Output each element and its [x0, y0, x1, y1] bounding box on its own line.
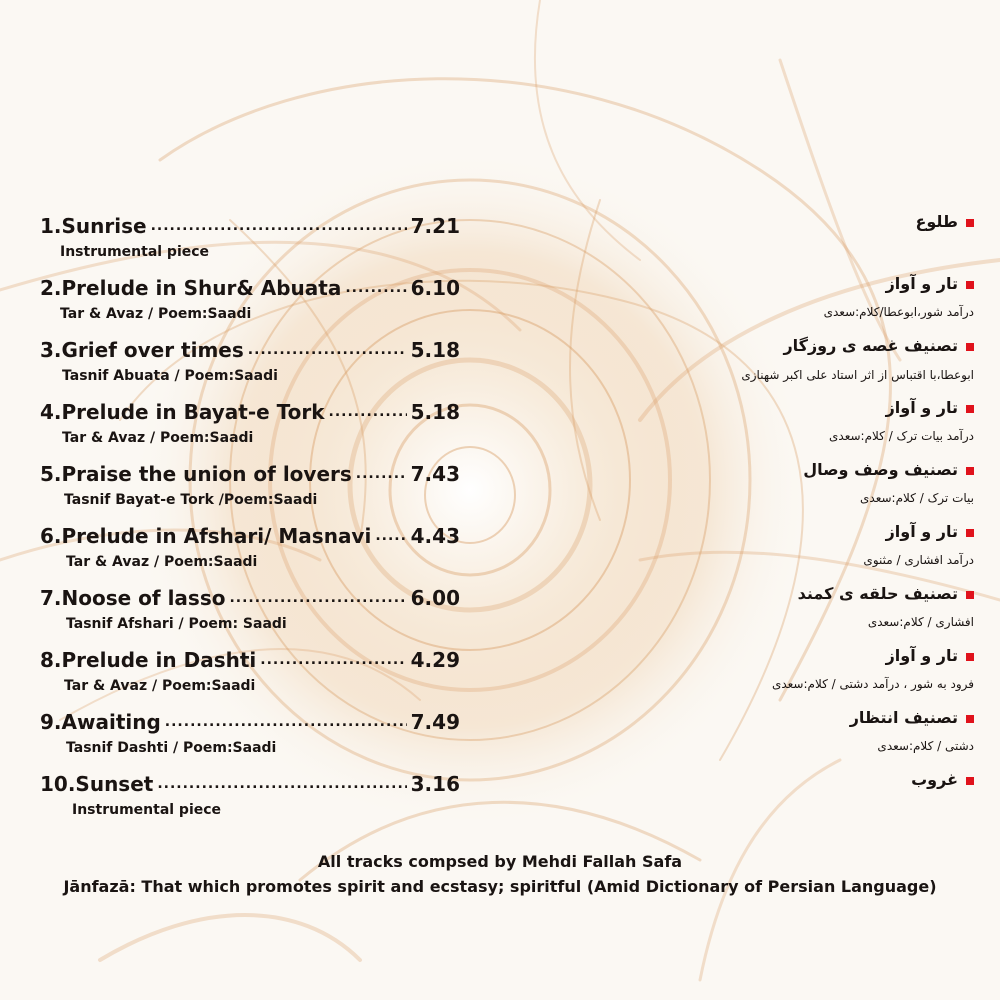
track-title: 1.Sunrise — [40, 214, 147, 238]
track-title: 2.Prelude in Shur& Abuata — [40, 276, 342, 300]
track-subtitle: Tasnif Abuata / Poem:Saadi — [62, 368, 278, 384]
persian-track-subtitle: درآمد بیات ترک / کلام:سعدی — [829, 429, 974, 443]
track-subtitle: Tar & Avaz / Poem:Saadi — [64, 678, 256, 694]
track-subtitle: Instrumental piece — [60, 244, 210, 260]
red-square-bullet-icon — [966, 777, 974, 785]
track-title: 7.Noose of lasso — [40, 586, 226, 610]
title-definition: Jānfazā: That which promotes spirit and ecstasy; spiritful (Amid Dictionary of Persian Language) — [63, 877, 937, 896]
track-subtitle: Tar & Avaz / Poem:Saadi — [62, 430, 254, 446]
red-square-bullet-icon — [966, 219, 974, 227]
red-square-bullet-icon — [966, 591, 974, 599]
track-duration: 7.21 — [410, 214, 460, 238]
track-duration: 7.43 — [410, 462, 460, 486]
track-row — [40, 642, 460, 672]
track-row — [40, 270, 460, 300]
persian-track-title: تار و آواز — [886, 522, 974, 541]
persian-track-title: تصنیف غصه ی روزگار — [783, 336, 974, 355]
track-row — [40, 518, 460, 548]
red-square-bullet-icon — [966, 467, 974, 475]
track-row — [40, 456, 460, 486]
track-title: 9.Awaiting — [40, 710, 161, 734]
track-title: 5.Praise the union of lovers — [40, 462, 352, 486]
persian-track-title: طلوع — [915, 212, 974, 231]
red-square-bullet-icon — [966, 715, 974, 723]
track-title: 6.Prelude in Afshari/ Masnavi — [40, 524, 372, 548]
track-subtitle: Tasnif Dashti / Poem:Saadi — [66, 740, 277, 756]
track-duration: 6.10 — [410, 276, 460, 300]
red-square-bullet-icon — [966, 343, 974, 351]
persian-track-subtitle: دشتی / کلام:سعدی — [877, 739, 974, 753]
track-duration: 5.18 — [410, 338, 460, 362]
leader-dots — [260, 652, 406, 668]
persian-track-subtitle: درآمد شور،ابوعطا/کلام:سعدی — [823, 305, 974, 319]
track-row — [40, 394, 460, 424]
persian-track-title: تار و آواز — [886, 274, 974, 293]
persian-track-title: تار و آواز — [886, 398, 974, 417]
leader-dots — [151, 218, 407, 234]
red-square-bullet-icon — [966, 405, 974, 413]
persian-track-title: غروب — [911, 770, 974, 789]
red-square-bullet-icon — [966, 653, 974, 661]
persian-track-title: تصنیف حلقه ی کمند — [798, 584, 974, 603]
leader-dots — [329, 404, 407, 420]
persian-track-title: تصنیف انتظار — [850, 708, 974, 727]
composer-credit: All tracks compsed by Mehdi Fallah Safa — [317, 852, 683, 871]
track-subtitle: Tar & Avaz / Poem:Saadi — [66, 554, 258, 570]
track-subtitle: Tasnif Bayat-e Tork /Poem:Saadi — [64, 492, 318, 508]
track-row — [40, 580, 460, 610]
track-duration: 5.18 — [410, 400, 460, 424]
persian-track-title: تصنیف وصف وصال — [803, 460, 974, 479]
track-subtitle: Instrumental piece — [72, 802, 222, 818]
persian-track-subtitle: درآمد افشاری / مثنوی — [863, 553, 974, 567]
track-row — [40, 208, 460, 238]
track-subtitle: Tasnif Afshari / Poem: Saadi — [66, 616, 287, 632]
track-duration: 3.16 — [410, 772, 460, 796]
red-square-bullet-icon — [966, 281, 974, 289]
track-title: 3.Grief over times — [40, 338, 244, 362]
leader-dots — [345, 280, 406, 296]
persian-track-subtitle: ابوعطا،با اقتباس از اثر استاد علی اکبر شهنازی — [741, 368, 974, 382]
track-duration: 4.29 — [410, 648, 460, 672]
leader-dots — [375, 528, 406, 544]
track-row — [40, 766, 460, 796]
leader-dots — [157, 776, 406, 792]
track-duration: 7.49 — [410, 710, 460, 734]
persian-track-subtitle: افشاری / کلام:سعدی — [867, 615, 974, 629]
leader-dots — [229, 590, 406, 606]
track-title: 10.Sunset — [40, 772, 154, 796]
leader-dots — [165, 714, 407, 730]
red-square-bullet-icon — [966, 529, 974, 537]
persian-track-title: تار و آواز — [886, 646, 974, 665]
track-title: 8.Prelude in Dashti — [40, 648, 257, 672]
track-subtitle: Tar & Avaz / Poem:Saadi — [60, 306, 252, 322]
persian-track-subtitle: بیات ترک / کلام:سعدی — [860, 491, 974, 505]
track-duration: 6.00 — [410, 586, 460, 610]
leader-dots — [248, 342, 407, 358]
track-row — [40, 332, 460, 362]
track-title: 4.Prelude in Bayat-e Tork — [40, 400, 325, 424]
persian-track-subtitle: فرود به شور ، درآمد دشتی / کلام:سعدی — [771, 677, 974, 691]
track-row — [40, 704, 460, 734]
leader-dots — [356, 466, 407, 482]
track-duration: 4.43 — [410, 524, 460, 548]
